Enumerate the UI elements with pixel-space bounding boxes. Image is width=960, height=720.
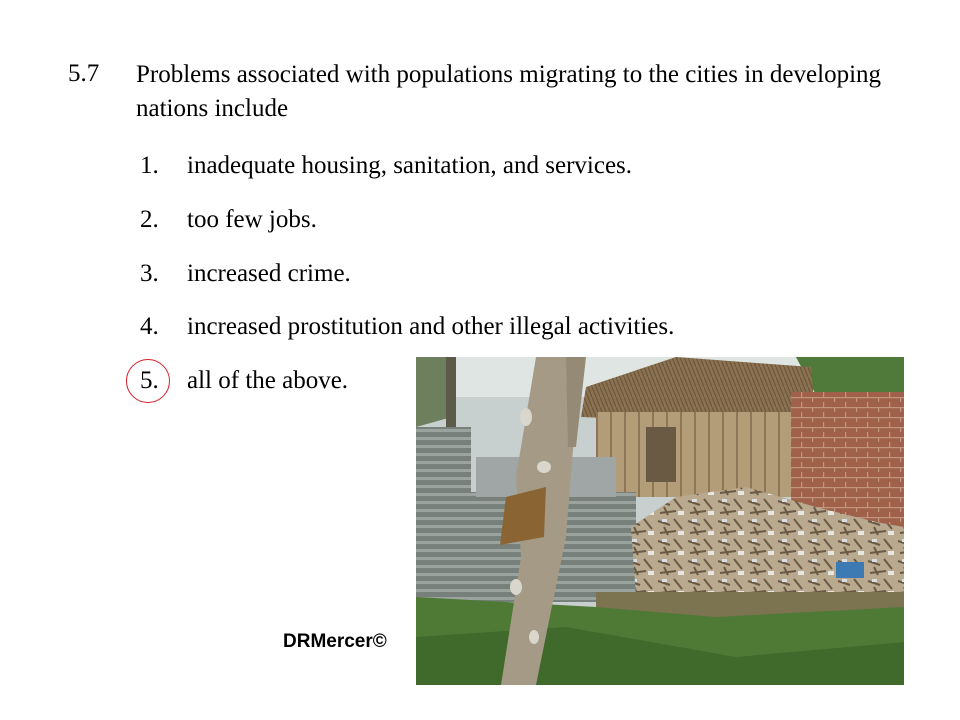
option-text: all of the above.: [187, 367, 349, 394]
credit-label: DRMercer©: [283, 631, 387, 652]
option-number: 5.: [140, 367, 159, 394]
option-text: increased crime.: [187, 260, 351, 287]
option-number: 3.: [140, 260, 159, 287]
option-text: increased prostitution and other illegal activities.: [187, 313, 675, 340]
option-text: inadequate housing, sanitation, and services.: [187, 152, 633, 179]
slum-photo: [416, 357, 904, 685]
question-text: Problems associated with populations migrating to the cities in developing nations include: [136, 61, 882, 122]
question-number: 5.7: [68, 60, 100, 87]
correct-answer-circle: [126, 359, 170, 403]
option-number: 4.: [140, 313, 159, 340]
option-text: too few jobs.: [187, 206, 317, 233]
option-number: 2.: [140, 206, 159, 233]
option-number: 1.: [140, 152, 159, 179]
